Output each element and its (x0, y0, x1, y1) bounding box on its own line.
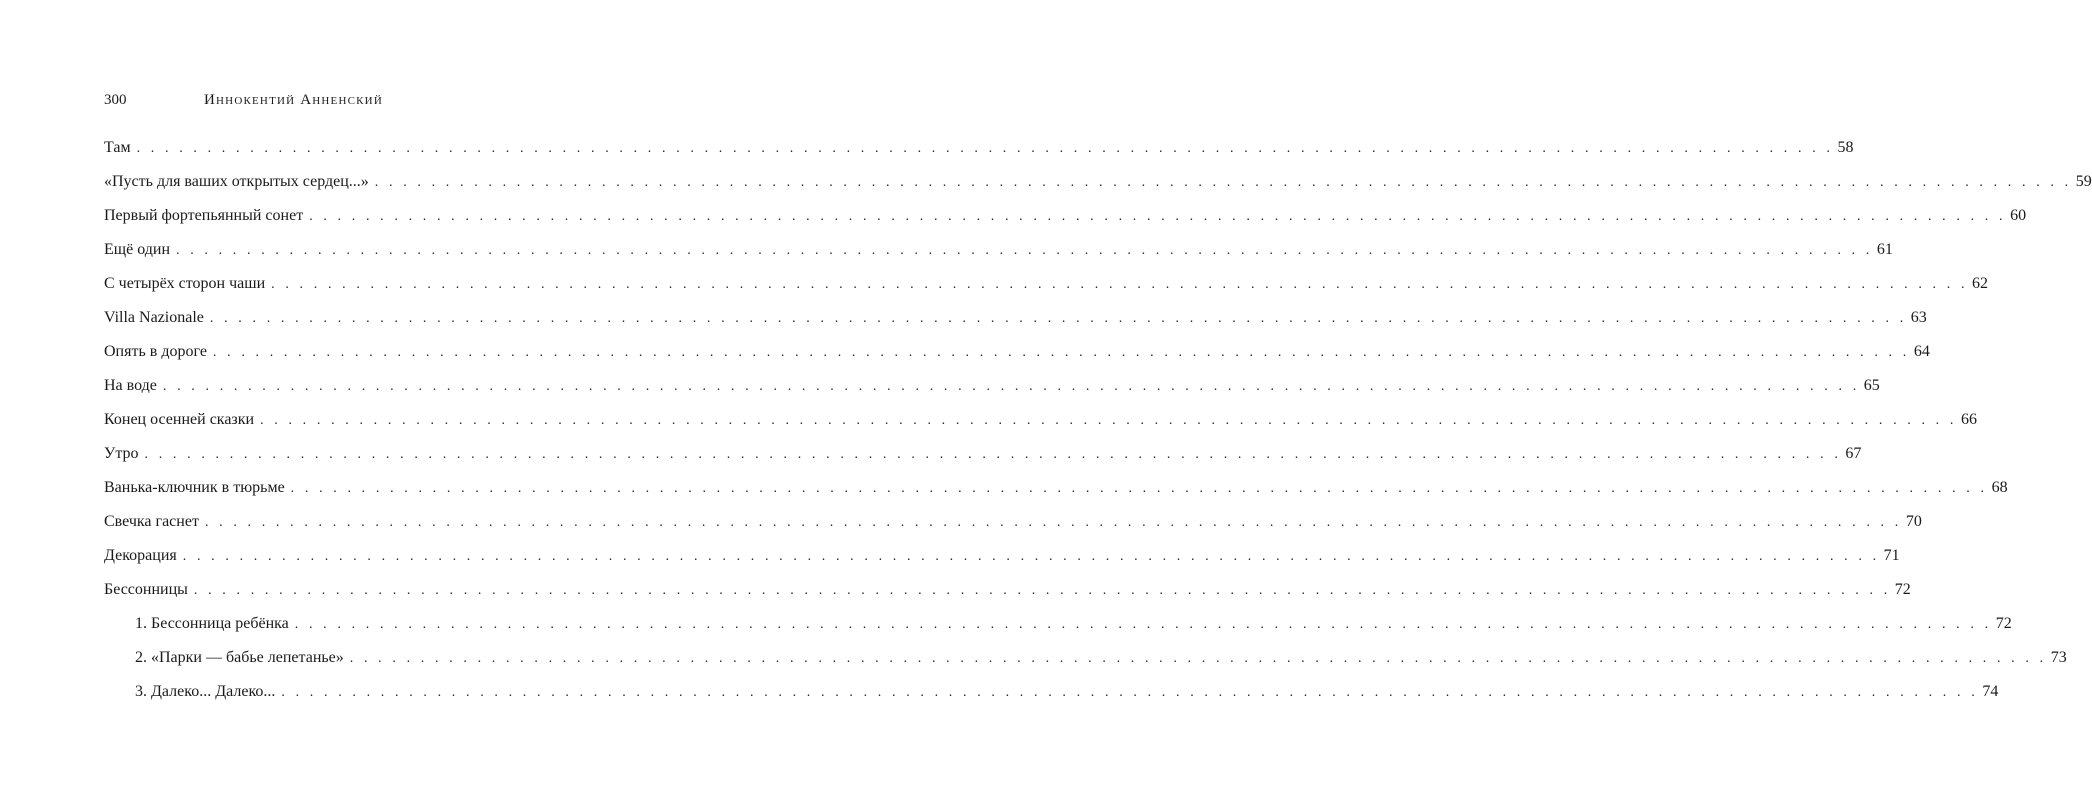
dot-leader: . . . . . . . . . . . . . . . . . . . . . . . . . . . . . . . . . . . . . . . . . . . . . . . . . . . . . . . . . . . . . . . . . . . . . . . . . . . . . . . . . . . . . . . . . . . . . . . . . . . . . . . . . . . . . . . . . . . . . . . . (162, 379, 1860, 394)
page-number: 300 (104, 92, 127, 108)
toc-entry-page: 59 (2075, 173, 2092, 190)
table-of-contents (104, 131, 2092, 709)
dot-leader: . . . . . . . . . . . . . . . . . . . . . . . . . . . . . . . . . . . . . . . . . . . . . . . . . . . . . . . . . . . . . . . . . . . . . . . . . . . . . . . . . . . . . . . . . . . . . . . . . . . . . . . . . . . . . . . . . . . . . . . . (209, 311, 1907, 326)
toc-entry-page: 72 (1995, 615, 2012, 632)
toc-entry (104, 403, 1977, 437)
toc-entry-page: 67 (1845, 445, 1862, 462)
toc-entry (104, 607, 2012, 641)
toc-entry (104, 267, 1989, 301)
dot-leader: . . . . . . . . . . . . . . . . . . . . . . . . . . . . . . . . . . . . . . . . . . . . . . . . . . . . . . . . . . . . . . . . . . . . . . . . . . . . . . . . . . . . . . . . . . . . . . . . . . . . . . . . . . . . . . . . . . . . . . . . (212, 345, 1910, 360)
dot-leader: . . . . . . . . . . . . . . . . . . . . . . . . . . . . . . . . . . . . . . . . . . . . . . . . . . . . . . . . . . . . . . . . . . . . . . . . . . . . . . . . . . . . . . . . . . . . . . . . . . . . . . . . . . . . . . . . . . . . . . . . (182, 549, 1880, 564)
toc-entry-page: 72 (1894, 581, 1911, 598)
toc-entry-page: 73 (2050, 649, 2067, 666)
toc-entry (104, 471, 2008, 505)
toc-entry (104, 369, 1880, 403)
dot-leader: . . . . . . . . . . . . . . . . . . . . . . . . . . . . . . . . . . . . . . . . . . . . . . . . . . . . . . . . . . . . . . . . . . . . . . . . . . . . . . . . . . . . . . . . . . . . . . . . . . . . . . . . . . . . . . . . . . . . . . . . (290, 481, 1988, 496)
dot-leader: . . . . . . . . . . . . . . . . . . . . . . . . . . . . . . . . . . . . . . . . . . . . . . . . . . . . . . . . . . . . . . . . . . . . . . . . . . . . . . . . . . . . . . . . . . . . . . . . . . . . . . . . . . . . . . . . . . . . . . . . (309, 209, 2007, 224)
dot-leader: . . . . . . . . . . . . . . . . . . . . . . . . . . . . . . . . . . . . . . . . . . . . . . . . . . . . . . . . . . . . . . . . . . . . . . . . . . . . . . . . . . . . . . . . . . . . . . . . . . . . . . . . . . . . . . . . . . . . . . . . (349, 651, 2047, 666)
dot-leader: . . . . . . . . . . . . . . . . . . . . . . . . . . . . . . . . . . . . . . . . . . . . . . . . . . . . . . . . . . . . . . . . . . . . . . . . . . . . . . . . . . . . . . . . . . . . . . . . . . . . . . . . . . . . . . . . . . . . . . . . (294, 617, 1992, 632)
toc-entry-title: Конец осенней сказки (104, 411, 255, 428)
toc-entry-title: Бессонницы (104, 581, 188, 598)
toc-entry (104, 165, 2092, 199)
toc-entry-title: Ванька-ключник в тюрьме (104, 479, 285, 496)
toc-entry-title: Опять в дороге (104, 343, 207, 360)
toc-entry-page: 68 (1991, 479, 2008, 496)
toc-entry-title: «Пусть для ваших открытых сердец...» (104, 173, 369, 190)
toc-entry-title: Там (104, 139, 131, 156)
toc-entry (104, 233, 1893, 267)
dot-leader: . . . . . . . . . . . . . . . . . . . . . . . . . . . . . . . . . . . . . . . . . . . . . . . . . . . . . . . . . . . . . . . . . . . . . . . . . . . . . . . . . . . . . . . . . . . . . . . . . . . . . . . . . . . . . . . . . . . . . . . . (281, 685, 1979, 700)
toc-entry-title: На воде (104, 377, 157, 394)
toc-entry-page: 62 (1972, 275, 1989, 292)
toc-entry (104, 437, 1862, 471)
dot-leader: . . . . . . . . . . . . . . . . . . . . . . . . . . . . . . . . . . . . . . . . . . . . . . . . . . . . . . . . . . . . . . . . . . . . . . . . . . . . . . . . . . . . . . . . . . . . . . . . . . . . . . . . . . . . . . . . . . . . . . . . (204, 515, 1902, 530)
toc-entry-title: Утро (104, 445, 139, 462)
toc-entry-page: 60 (2010, 207, 2027, 224)
toc-entry-page: 64 (1913, 343, 1930, 360)
toc-entry (104, 573, 1911, 607)
toc-entry-page: 58 (1837, 139, 1854, 156)
toc-entry-title: Свечка гаснет (104, 513, 199, 530)
dot-leader: . . . . . . . . . . . . . . . . . . . . . . . . . . . . . . . . . . . . . . . . . . . . . . . . . . . . . . . . . . . . . . . . . . . . . . . . . . . . . . . . . . . . . . . . . . . . . . . . . . . . . . . . . . . . . . . . . . . . . . . . (176, 243, 1873, 258)
toc-entry (104, 131, 1854, 165)
toc-entry-title: 2. «Парки — бабье лепетанье» (135, 649, 344, 666)
toc-entry (104, 539, 1900, 573)
dot-leader: . . . . . . . . . . . . . . . . . . . . . . . . . . . . . . . . . . . . . . . . . . . . . . . . . . . . . . . . . . . . . . . . . . . . . . . . . . . . . . . . . . . . . . . . . . . . . . . . . . . . . . . . . . . . . . . . . . . . . . . . (374, 175, 2072, 190)
toc-entry-page: 63 (1910, 309, 1927, 326)
dot-leader: . . . . . . . . . . . . . . . . . . . . . . . . . . . . . . . . . . . . . . . . . . . . . . . . . . . . . . . . . . . . . . . . . . . . . . . . . . . . . . . . . . . . . . . . . . . . . . . . . . . . . . . . . . . . . . . . . . . . . . . . (193, 583, 1891, 598)
toc-entry-title: Первый фортепьянный сонет (104, 207, 304, 224)
toc-entry-page: 61 (1876, 241, 1893, 258)
running-title: Иннокентий Анненский (204, 92, 383, 108)
toc-entry (104, 335, 1930, 369)
dot-leader: . . . . . . . . . . . . . . . . . . . . . . . . . . . . . . . . . . . . . . . . . . . . . . . . . . . . . . . . . . . . . . . . . . . . . . . . . . . . . . . . . . . . . . . . . . . . . . . . . . . . . . . . . . . . . . . . . . . . . . . . (136, 141, 1834, 156)
dot-leader: . . . . . . . . . . . . . . . . . . . . . . . . . . . . . . . . . . . . . . . . . . . . . . . . . . . . . . . . . . . . . . . . . . . . . . . . . . . . . . . . . . . . . . . . . . . . . . . . . . . . . . . . . . . . . . . . . . . . . . . . (144, 447, 1842, 462)
toc-entry (104, 675, 1999, 709)
toc-entry (104, 641, 2067, 675)
toc-entry (104, 505, 1922, 539)
toc-entry-title: Villa Nazionale (104, 309, 204, 326)
toc-entry-title: Ещё один (104, 241, 170, 258)
toc-entry-page: 70 (1905, 513, 1922, 530)
toc-entry (104, 199, 2027, 233)
running-head (104, 92, 494, 112)
toc-entry-page: 74 (1982, 683, 1999, 700)
dot-leader: . . . . . . . . . . . . . . . . . . . . . . . . . . . . . . . . . . . . . . . . . . . . . . . . . . . . . . . . . . . . . . . . . . . . . . . . . . . . . . . . . . . . . . . . . . . . . . . . . . . . . . . . . . . . . . . . . . . . . . . . (260, 413, 1957, 428)
toc-entry-page: 66 (1960, 411, 1977, 428)
toc-entry-title: 3. Далеко... Далеко... (135, 683, 276, 700)
toc-entry (104, 301, 1927, 335)
dot-leader: . . . . . . . . . . . . . . . . . . . . . . . . . . . . . . . . . . . . . . . . . . . . . . . . . . . . . . . . . . . . . . . . . . . . . . . . . . . . . . . . . . . . . . . . . . . . . . . . . . . . . . . . . . . . . . . . . . . . . . . . (271, 277, 1969, 292)
toc-entry-title: 1. Бессонница ребёнка (135, 615, 289, 632)
toc-entry-title: С четырёх сторон чаши (104, 275, 266, 292)
toc-entry-title: Декорация (104, 547, 177, 564)
toc-entry-page: 71 (1883, 547, 1900, 564)
toc-entry-page: 65 (1863, 377, 1880, 394)
